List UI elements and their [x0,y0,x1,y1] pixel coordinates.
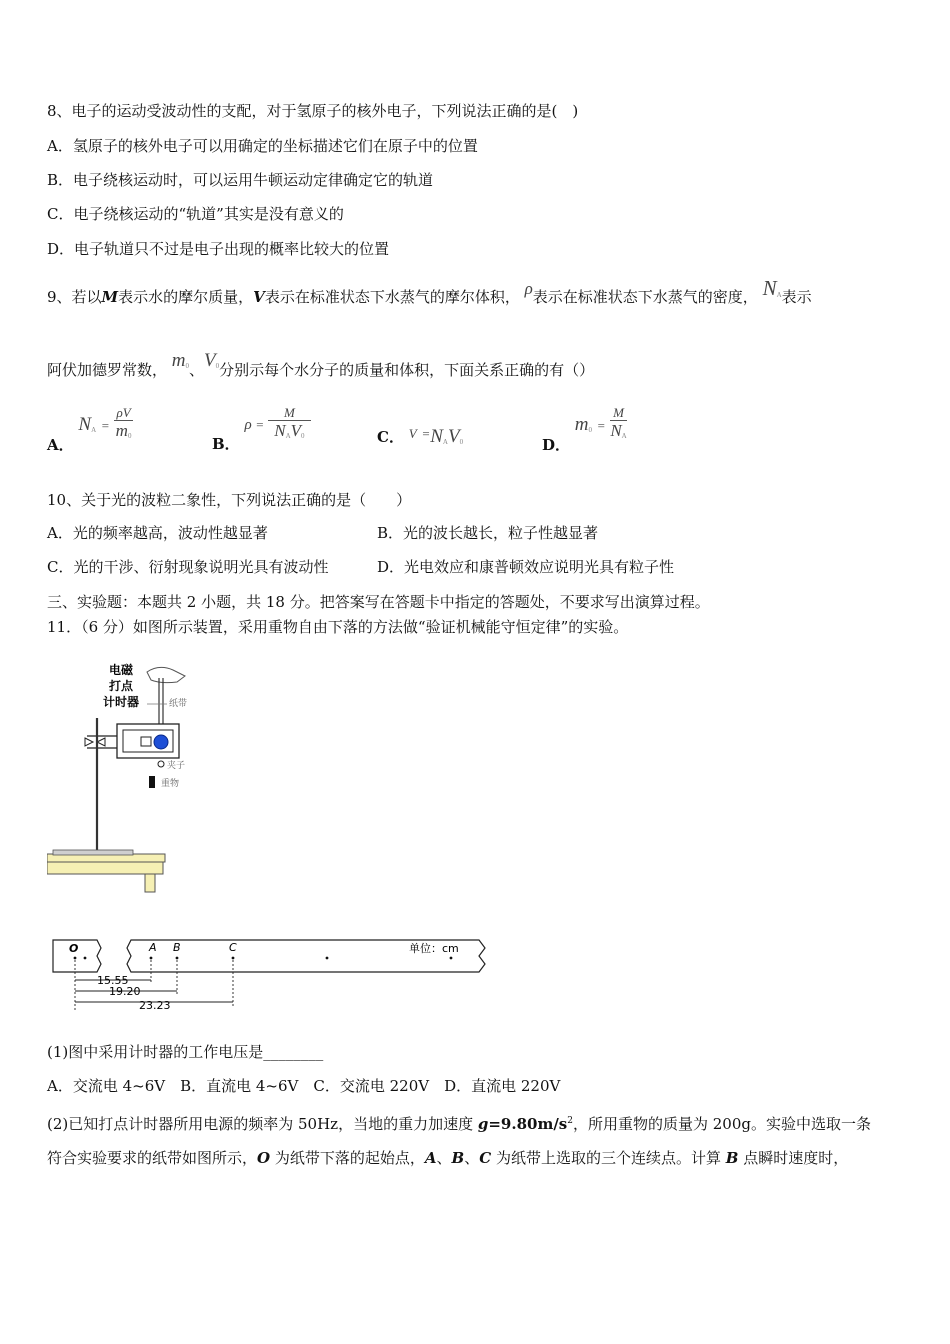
formula-term: m [574,414,589,436]
q11-stem: 11．（6 分）如图所示装置，采用重物自由下落的方法做“验证机械能守恒定律”的实验。 [47,618,629,636]
point-B-label: B [173,941,181,954]
dot [450,957,453,960]
dot-B [176,957,179,960]
q11-text: =9.80m/s [488,1115,568,1133]
q10-stem: 10、关于光的波粒二象性，下列说法正确的是（ ） [47,491,412,509]
q11-part2-line2 [47,1148,848,1168]
label-paper-tape: 纸带 [169,699,188,709]
formula-term: V [447,426,460,447]
dot [326,957,329,960]
formula-term: N [274,421,286,440]
q9-text: 表示在标准状态下水蒸气的摩尔体积， [264,288,520,306]
q11-text: 、 [464,1149,480,1167]
q10-option-b: B．光的波长越长，粒子性越显著 [377,524,599,542]
q11-part1: (1)图中采用计时器的工作电压是________ [47,1043,324,1061]
formula-b [244,405,310,440]
symbol-NA-sub: A [776,291,782,299]
symbol-V: V [253,288,265,306]
formula-sub: A [442,438,448,446]
denominator [114,421,132,446]
equals-sign: = [596,418,606,434]
q9-text: 9、若以 [47,288,102,306]
timer-coil [141,737,151,746]
point-A-label: A [149,941,157,954]
option-label: A． [47,436,74,455]
dot [84,957,87,960]
symbol-m0-main: m [171,350,186,371]
q9-text: 分别示每个水分子的质量和体积，下面关系正确的有（） [219,361,595,379]
q9-option-a [47,405,133,455]
dot-A [150,957,153,960]
q9-text: 表示 [781,288,812,306]
q8-option-b: B．电子绕核运动时，可以运用牛顿运动定律确定它的轨道 [47,171,434,189]
formula-term: V [408,426,417,441]
stand-base [53,850,133,855]
q10-option-a: A．光的频率越高，波动性越显著 [47,524,268,542]
symbol-g: g [477,1115,489,1133]
denominator [268,421,311,446]
distance-OB: 19.20 [109,985,141,998]
formula-a-fraction [114,406,132,446]
clamp-screw [85,738,105,746]
q9-text: 表示在标准状态下水蒸气的密度， [532,288,758,306]
symbol-B: B [451,1149,465,1167]
symbol-m0-sub: 0 [185,362,190,370]
q9-option-b [212,405,311,454]
q11-text: (2)已知打点计时器所用电源的频率为 50Hz，当地的重力加速度 [47,1115,478,1133]
formula-term: N [78,414,92,436]
numerator: M [268,406,311,421]
label-clip: 夹子 [167,761,186,771]
timer-disc [154,735,168,749]
formula-term: N [610,421,622,440]
formula-sub: A [285,432,291,440]
q11-text: 点瞬时速度时， [738,1149,849,1167]
symbol-V0-main: V [204,350,216,371]
q11-text: 符合实验要求的纸带如图所示， [47,1149,258,1167]
table-leg [145,874,155,892]
symbol-C: C [479,1149,492,1167]
formula-term: N [430,426,443,447]
q11-text: 为纸带上选取的三个连续点。计算 [491,1149,726,1167]
label-weight: 重物 [161,779,180,789]
symbol-M: M [101,288,119,306]
option-label: B． [212,435,240,454]
section-3-heading: 三、实验题：本题共 2 小题，共 18 分。把答案写在答题卡中指定的答题处，不要求写出演算过程。 [47,593,710,611]
distance-OC: 23.23 [139,999,171,1012]
q11-part2-line1 [47,1111,871,1134]
weight [149,776,155,788]
option-label: C． [377,428,404,446]
symbol-NA [763,276,782,300]
q9-stem-line1 [47,276,812,312]
point-O-label: O [69,942,79,955]
formula-d [574,405,627,440]
symbol-O: O [257,1149,271,1167]
label-timer: 计时器 [103,695,140,709]
q10-option-c: C．光的干涉、衍射现象说明光具有波动性 [47,558,329,576]
formula-sub: 0 [301,432,305,440]
q11-text: 、 [436,1149,452,1167]
label-dotting: 打点 [109,679,134,693]
equals-sign: = [255,417,265,433]
formula-sub: 0 [127,432,132,440]
q9-text: 、 [189,361,205,379]
q8-option-a: A．氢原子的核外电子可以用确定的坐标描述它们在原子中的位置 [47,137,478,155]
apparatus-figure [47,658,207,898]
symbol-A: A [424,1149,437,1167]
q11-part1-options: A．交流电 4~6V B．直流电 4~6V C．交流电 220V D．直流电 220V [47,1077,561,1095]
formula-sub: 0 [588,426,593,435]
formula-c [409,426,463,447]
q8-stem: 8、电子的运动受波动性的支配，对于氢原子的核外电子，下列说法正确的是( ) [47,102,579,120]
superscript: 2 [567,1116,573,1126]
formula-b-fraction [268,406,311,446]
formula-sub: 0 [459,438,464,446]
numerator: ρV [116,405,131,420]
q9-option-c [377,426,463,448]
table-front [47,862,163,874]
q9-stem-line2 [47,350,595,385]
equals-sign: = [100,418,110,434]
equals-sign: = [421,426,431,441]
q9-option-d [542,405,627,455]
symbol-rho: ρ [524,279,533,298]
clip [158,761,164,767]
hand-icon [147,667,185,682]
label-electromagnetic: 电磁 [109,663,134,677]
symbol-m0 [172,350,189,371]
formula-sub: A [91,426,97,435]
formula-term: V [290,421,302,440]
symbol-V0 [204,350,219,371]
distance-OA: 15.55 [97,974,129,987]
formula-term: ρ [244,417,252,434]
numerator: M [610,406,626,421]
point-C-label: C [229,941,237,954]
paper-tape-figure [47,934,487,1014]
symbol-NA-main: N [762,276,777,300]
symbol-V0-sub: 0 [215,362,220,370]
formula-sub: A [621,432,627,440]
q9-text: 表示水的摩尔质量， [118,288,254,306]
q11-text: 为纸带下落的起始点， [270,1149,425,1167]
symbol-B: B [725,1149,739,1167]
denominator [610,421,626,446]
dot-C [232,957,235,960]
q11-text: ，所用重物的质量为 200g。实验中选取一条 [573,1115,872,1133]
formula-term: m [115,421,128,440]
q10-option-d: D．光电效应和康普顿效应说明光具有粒子性 [377,558,675,576]
q8-option-d: D．电子轨道只不过是电子出现的概率比较大的位置 [47,240,390,258]
q8-option-c: C．电子绕核运动的“轨道”其实是没有意义的 [47,205,344,223]
option-label: D． [542,436,571,455]
dot-O [74,957,77,960]
unit-label: 单位：cm [409,942,459,955]
q9-text: 阿伏加德罗常数， [47,361,168,379]
formula-d-fraction [610,406,626,446]
